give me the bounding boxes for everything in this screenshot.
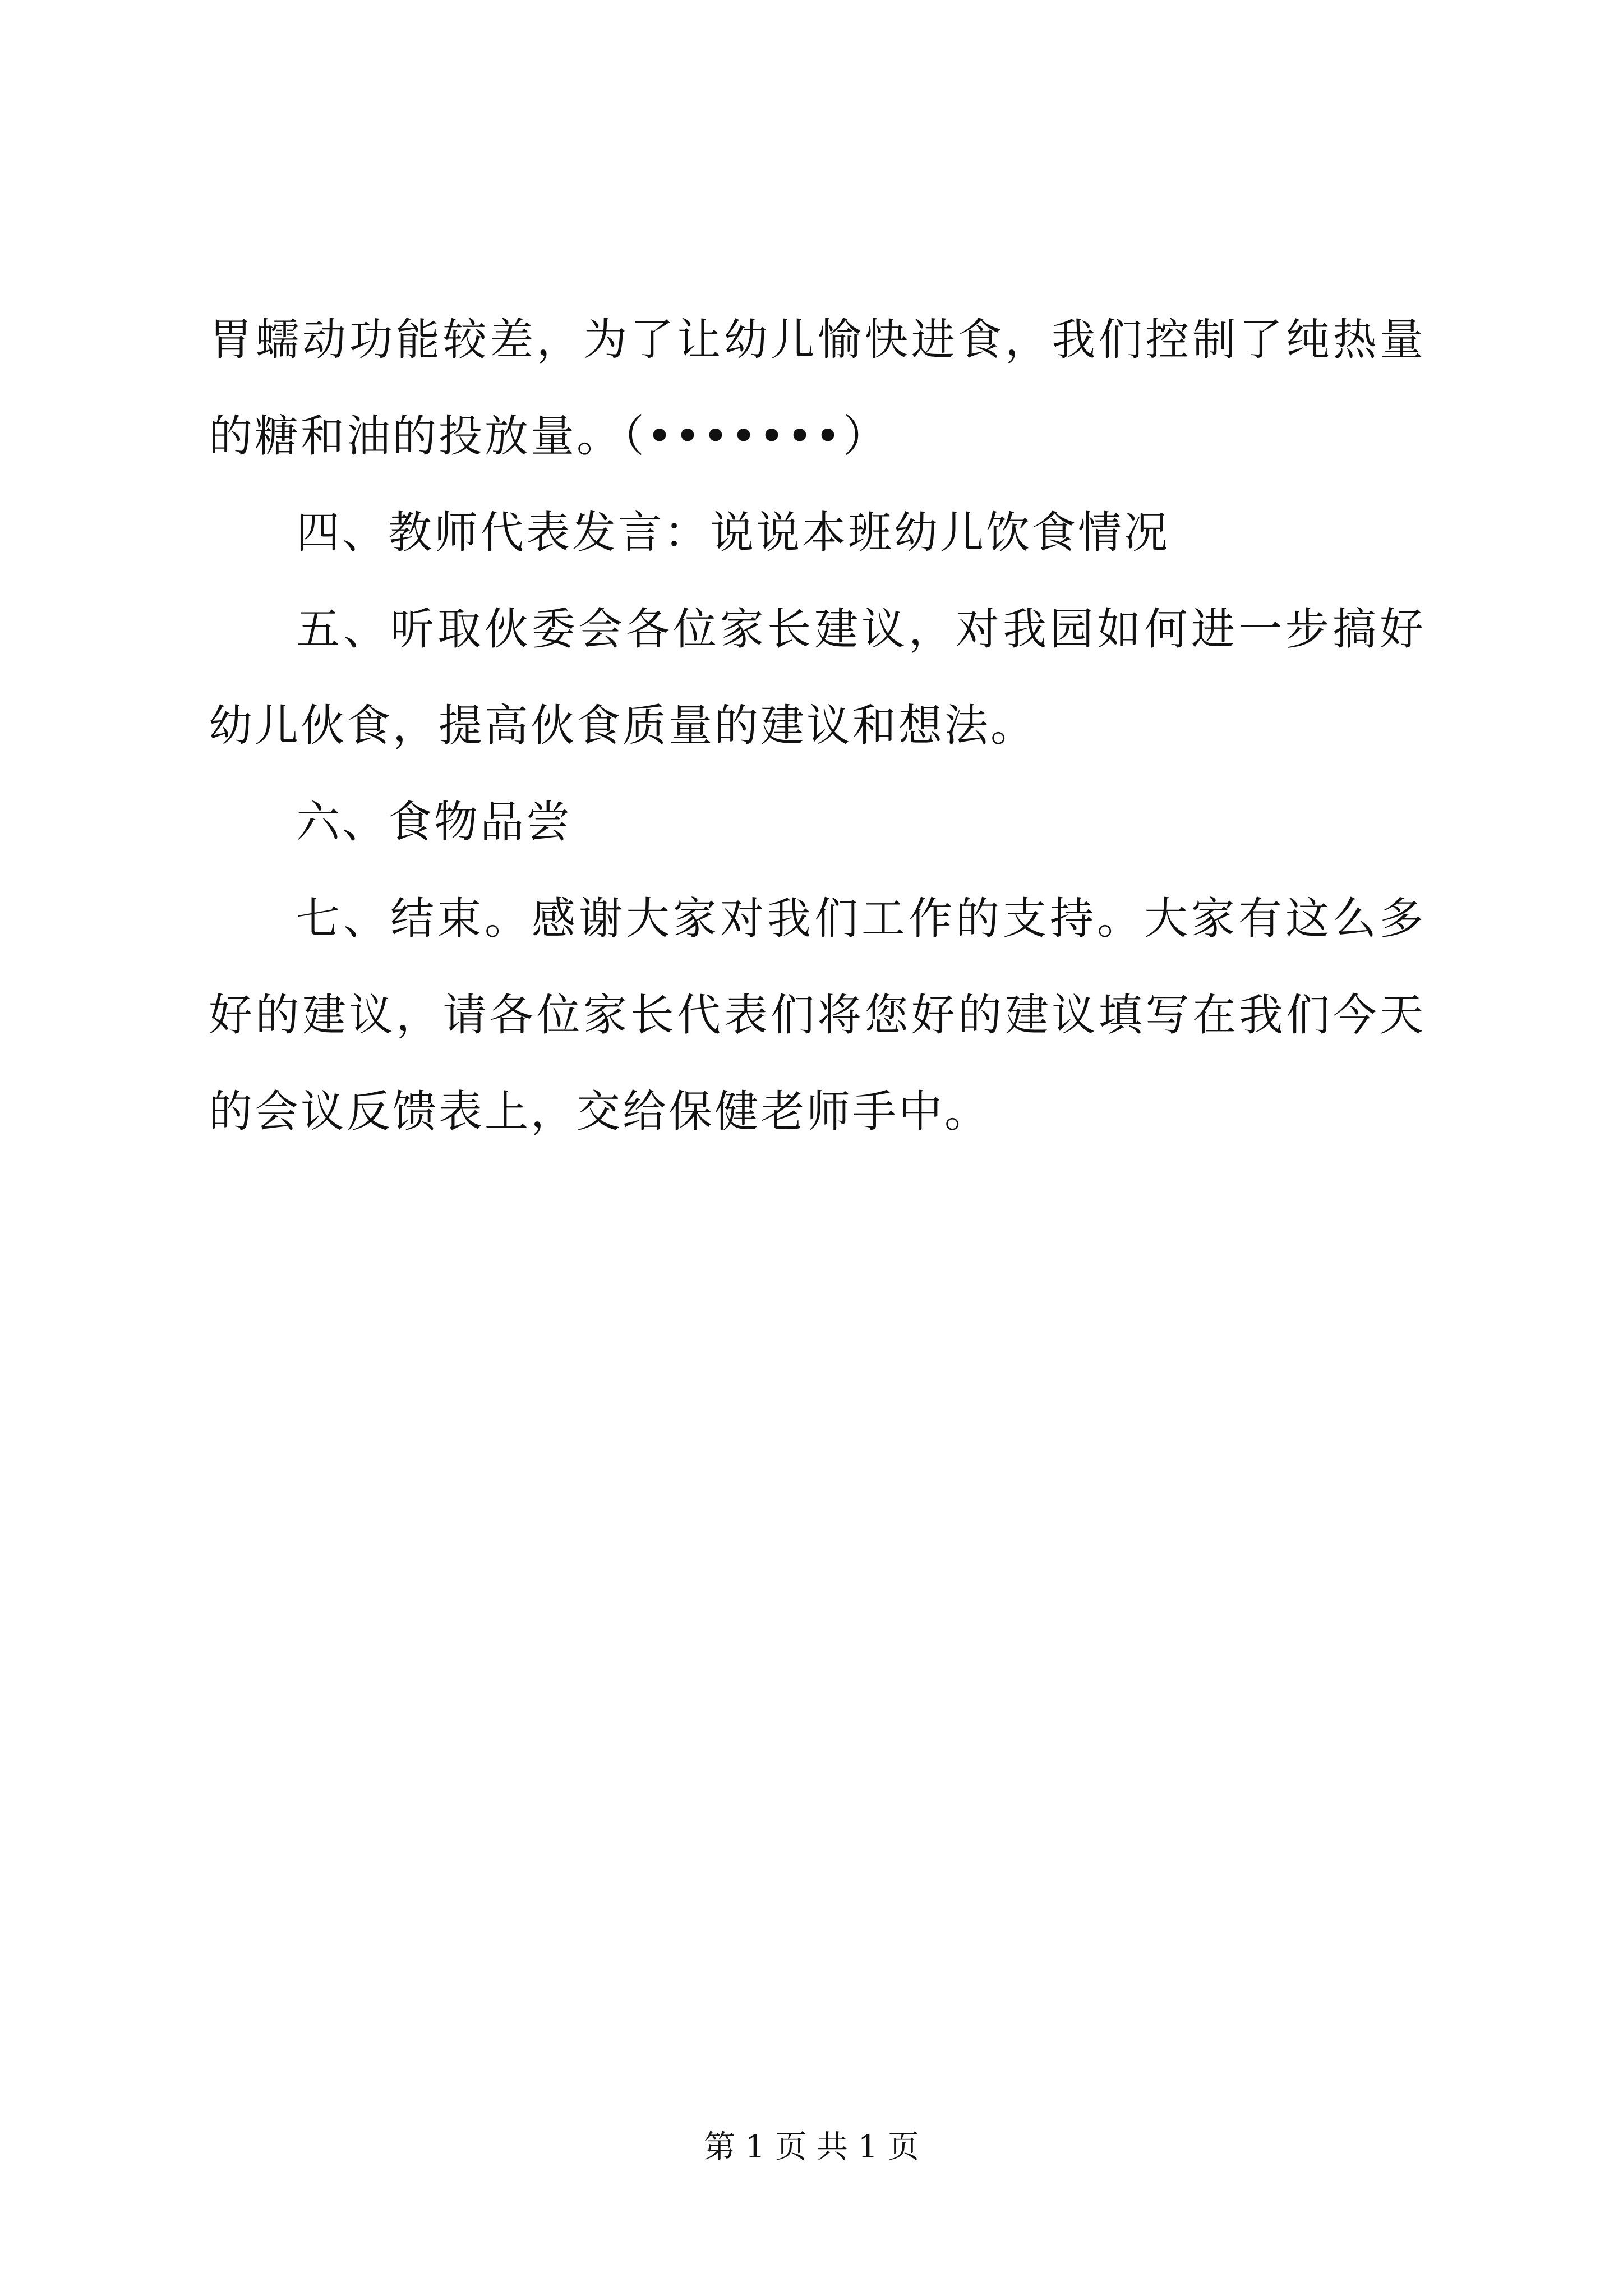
paragraph-item-4: 四、教师代表发言：说说本班幼儿饮食情况: [296, 508, 1170, 558]
paragraph-item-5: 五、听取伙委会各位家长建议，对我园如何进一步搞好幼儿伙食，提高伙食质量的建议和想法。: [209, 604, 1426, 751]
paragraph-continuation: 胃蠕动功能较差，为了让幼儿愉快进食，我们控制了纯热量的糖和油的投放量。（•••••••）: [209, 315, 1426, 462]
page-footer: [0, 2125, 1623, 2170]
paragraph-item-7: 七、结束。感谢大家对我们工作的支持。大家有这么多好的建议，请各位家长代表们将您好的建议填写在我们今天的会议反馈表上，交给保健老师手中。: [209, 894, 1426, 1137]
page-number-label: 第 1 页 共 1 页: [703, 2129, 920, 2165]
document-body: [209, 292, 1426, 1160]
paragraph-item-6: 六、食物品尝: [296, 797, 573, 848]
